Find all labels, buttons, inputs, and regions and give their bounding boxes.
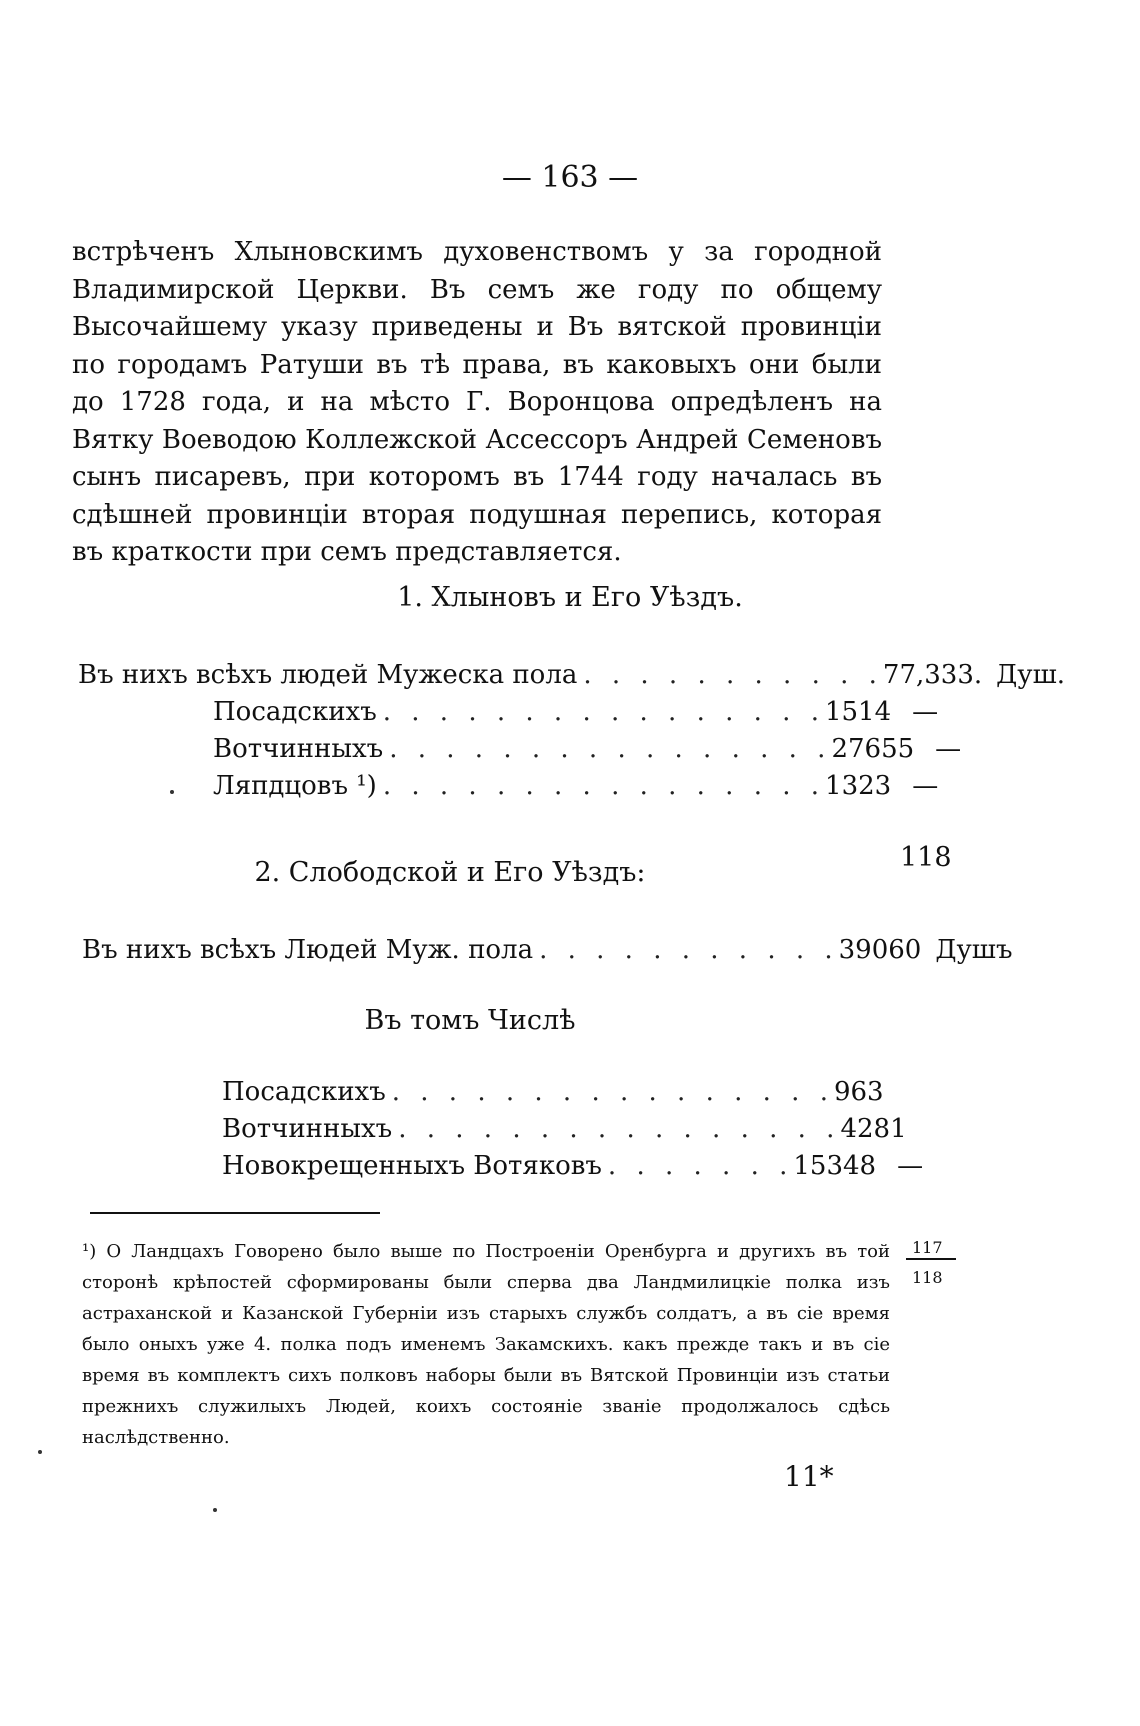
row-label: Вотчинныхъ: [213, 734, 384, 764]
section2-row: [222, 1151, 924, 1181]
section1-row: [213, 771, 939, 801]
print-speck: [213, 1508, 217, 1512]
section1-row: [213, 734, 962, 764]
row-unit: Душъ: [935, 935, 1013, 965]
section2-total-row: [82, 935, 1013, 965]
leader-dots: . . . . . . . . . . . . . . . .: [382, 771, 826, 801]
section1-row: [213, 697, 939, 727]
row-value: 15348: [793, 1151, 877, 1181]
footnote-margin-bottom: 118: [912, 1268, 943, 1287]
row-label: Посадскихъ: [213, 697, 377, 727]
section1-title: 1. Хлыновъ и Его Уѣздъ.: [397, 582, 743, 613]
row-unit: —: [935, 734, 962, 764]
row-label: Въ нихъ всѣхъ людей Мужеска пола: [78, 660, 578, 690]
print-speck: [170, 790, 174, 794]
row-unit: —: [912, 771, 939, 801]
section2-title: 2. Слободской и Его Уѣздъ:: [254, 857, 646, 888]
section2-subtitle: Въ томъ Числѣ: [364, 1005, 576, 1036]
row-value: 27655: [831, 734, 915, 764]
leader-dots: . . . . . . . . . . . . . . . .: [398, 1114, 841, 1144]
footnote-margin-rule: [906, 1258, 956, 1260]
page-number: — 163 —: [501, 160, 639, 195]
signature-mark: 11*: [784, 1460, 834, 1493]
row-value: 4281: [840, 1114, 907, 1144]
row-value: 963: [833, 1077, 884, 1107]
leader-dots: . . . . . . . . . . .: [539, 935, 839, 965]
margin-number: 118: [900, 842, 952, 873]
section1-total-row: [78, 660, 1066, 690]
leader-dots: . . . . . . .: [607, 1151, 794, 1181]
footnote-rule: [90, 1212, 380, 1214]
print-speck: [38, 1450, 42, 1454]
row-label: Посадскихъ: [222, 1077, 386, 1107]
main-paragraph: [72, 234, 882, 572]
paragraph-text: встрѣченъ Хлыновскимъ духовенствомъ у за городной Владимирской Церкви. Въ семъ же году по общему Высочайшему указу приведены и Въ вятской провинціи по городамъ Ратуши въ тѣ права, въ каковыхъ они были до 1728 года, и на мѣсто Г. Воронцова опредѣленъ на Вятку Воеводою Коллежской Ассессоръ Андрей Семеновъ сынъ писаревъ, при которомъ въ 1744 году началась въ сдѣшней провинціи вторая подушная перепись, которая въ краткости при семъ представляется.: [72, 237, 882, 567]
section2-row: [222, 1114, 907, 1144]
leader-dots: . . . . . . . . . . . . . . . .: [389, 734, 832, 764]
row-label: Вотчинныхъ: [222, 1114, 393, 1144]
row-value: 1323: [825, 771, 892, 801]
row-value: 39060: [838, 935, 922, 965]
footnote-text: ¹) О Ландцахъ Говорено было выше по Построеніи Оренбурга и другихъ въ той сторонѣ крѣпостей сформированы были сперва два Ландмилицкіе полка изъ астраханской и Казанской Губерніи изъ старыхъ службъ солдатъ, а въ сіе время было оныхъ уже 4. полка подъ именемъ Закамскихъ. какъ прежде такъ и въ сіе время въ комплектъ сихъ полковъ наборы были въ Вятской Провинціи изъ статьи прежнихъ служилыхъ Людей, коихъ состояніе званіе продолжалось сдѣсь наслѣдственно.: [82, 1241, 890, 1448]
row-value: 77,333.: [882, 660, 983, 690]
section2-row: [222, 1077, 884, 1107]
row-unit: —: [912, 697, 939, 727]
row-label: Новокрещенныхъ Вотяковъ: [222, 1151, 602, 1181]
leader-dots: . . . . . . . . . . . . . . . .: [382, 697, 825, 727]
leader-dots: . . . . . . . . . . . . . . . .: [391, 1077, 834, 1107]
row-value: 1514: [824, 697, 892, 727]
row-unit: Душ.: [996, 660, 1066, 690]
footnote-margin-top: 117: [912, 1238, 943, 1257]
leader-dots: . . . . . . . . . . .: [583, 660, 883, 690]
row-label: Ляпдцовъ ¹): [213, 771, 377, 801]
row-unit: —: [897, 1151, 924, 1181]
row-label: Въ нихъ всѣхъ Людей Муж. пола: [82, 935, 534, 965]
